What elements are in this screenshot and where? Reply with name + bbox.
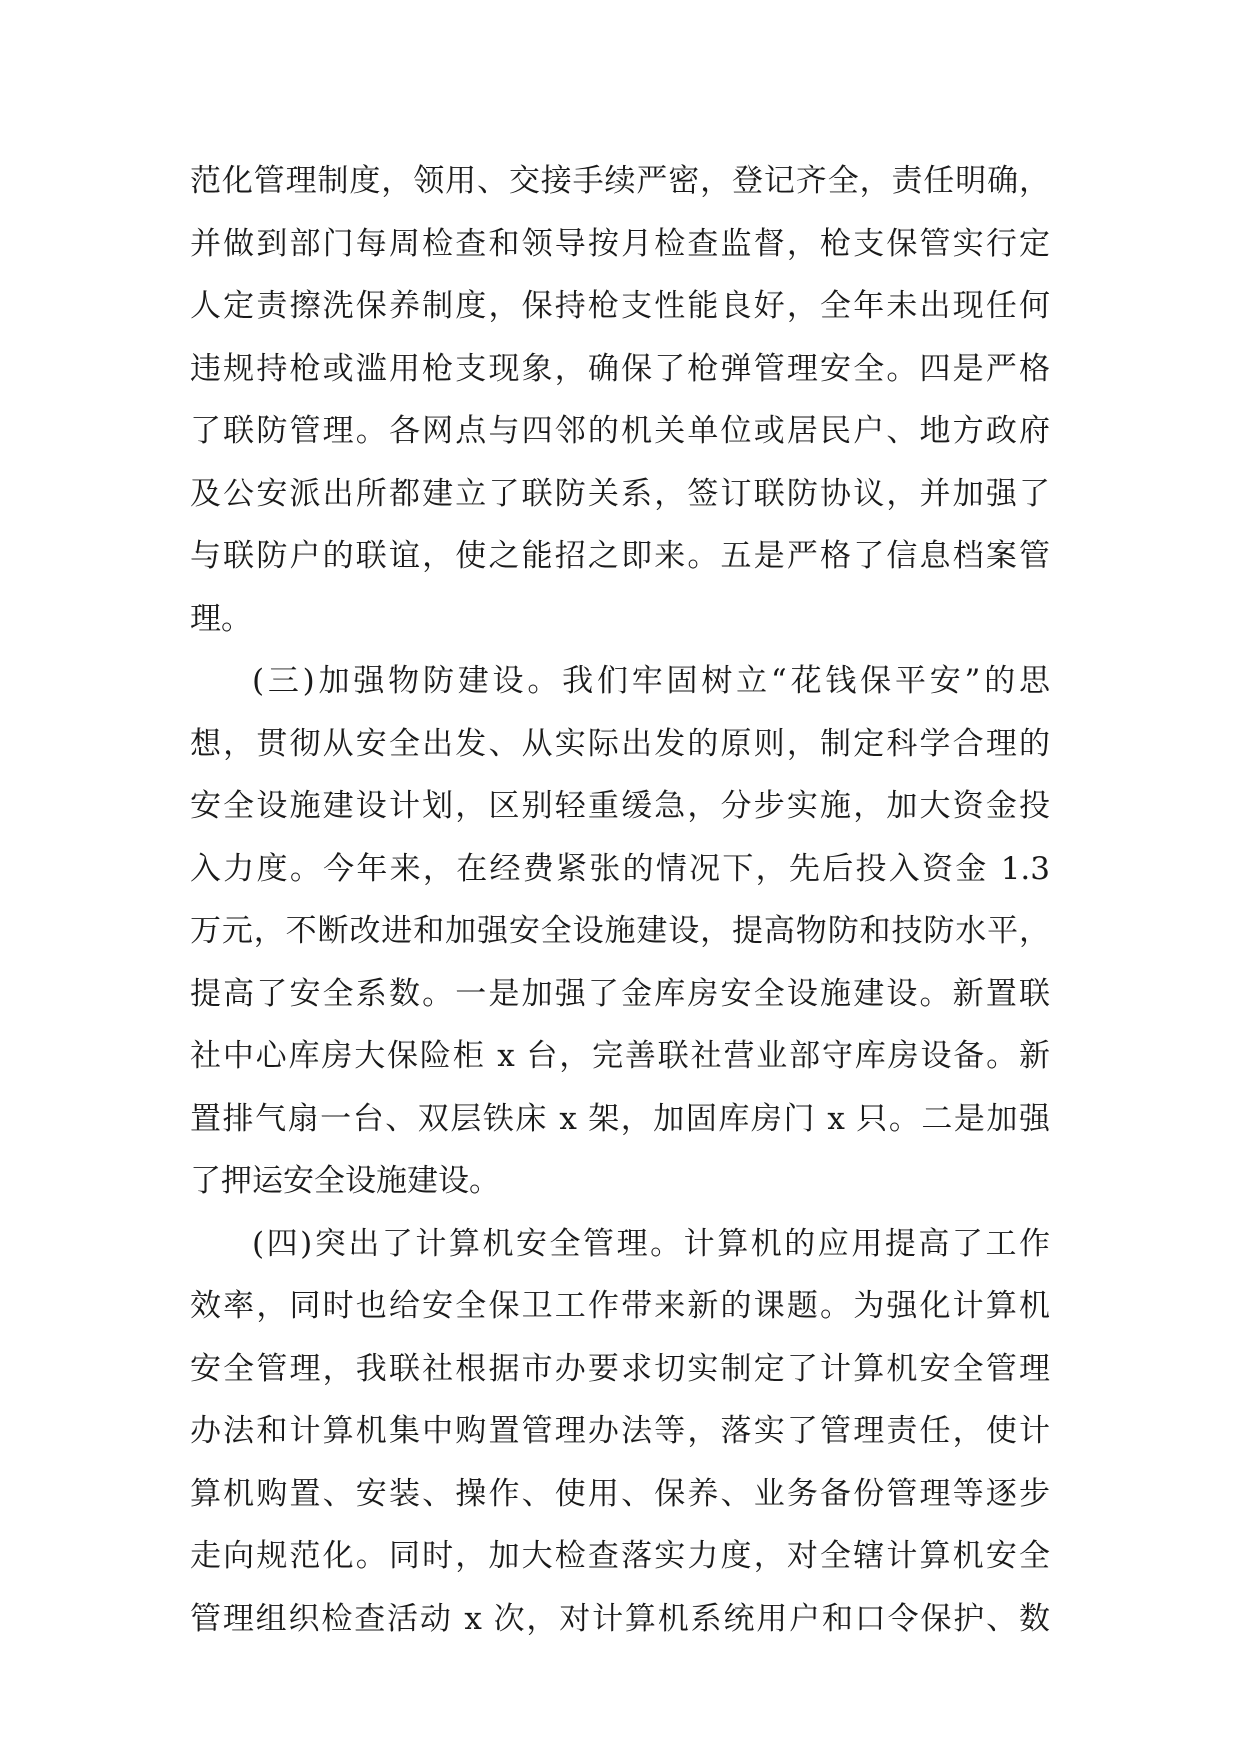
text-line: 了押运安全设施建设。 [190, 1163, 500, 1199]
text-line: 效率，同时也给安全保卫工作带来新的课题。为强化计算机 [190, 1288, 1050, 1324]
text-line: 算机购置、安装、操作、使用、保养、业务备份管理等逐步 [190, 1475, 1050, 1512]
text-line: 办法和计算机集中购置管理办法等，落实了管理责任，使计 [190, 1413, 1050, 1449]
text-line: 了联防管理。各网点与四邻的机关单位或居民户、地方政府 [190, 413, 1050, 449]
text-line: 安全设施建设计划，区别轻重缓急，分步实施，加大资金投 [190, 788, 1050, 824]
body-text [190, 150, 1050, 1650]
text-line: 与联防户的联谊，使之能招之即来。五是严格了信息档案管 [190, 538, 1050, 574]
text-line: 管理组织检查活动 x 次，对计算机系统用户和口令保护、数 [190, 1600, 1050, 1637]
text-line: 理。 [190, 600, 252, 637]
paragraph-heading-line: (四)突出了计算机安全管理。计算机的应用提高了工作 [252, 1225, 1050, 1262]
text-line: 范化管理制度，领用、交接手续严密，登记齐全，责任明确， [190, 163, 1050, 199]
text-line: 提高了安全系数。一是加强了金库房安全设施建设。新置联 [190, 975, 1050, 1012]
text-line: 想，贯彻从安全出发、从实际出发的原则，制定科学合理的 [190, 725, 1050, 762]
text-line: 违规持枪或滥用枪支现象，确保了枪弹管理安全。四是严格 [190, 350, 1050, 387]
text-line: 走向规范化。同时，加大检查落实力度，对全辖计算机安全 [190, 1538, 1050, 1574]
paragraph-heading-line: (三)加强物防建设。我们牢固树立“花钱保平安”的思 [252, 663, 1050, 699]
text-line: 万元，不断改进和加强安全设施建设，提高物防和技防水平， [190, 913, 1050, 949]
text-line: 人定责擦洗保养制度，保持枪支性能良好，全年未出现任何 [190, 288, 1050, 324]
text-line: 置排气扇一台、双层铁床 x 架，加固库房门 x 只。二是加强 [190, 1100, 1050, 1137]
text-line: 社中心库房大保险柜 x 台，完善联社营业部守库房设备。新 [190, 1038, 1050, 1074]
text-line: 并做到部门每周检查和领导按月检查监督，枪支保管实行定 [190, 225, 1050, 262]
text-line: 及公安派出所都建立了联防关系，签订联防协议，并加强了 [190, 475, 1050, 512]
text-line: 入力度。今年来，在经费紧张的情况下，先后投入资金 1.3 [190, 850, 1050, 887]
text-line: 安全管理，我联社根据市办要求切实制定了计算机安全管理 [190, 1350, 1050, 1387]
